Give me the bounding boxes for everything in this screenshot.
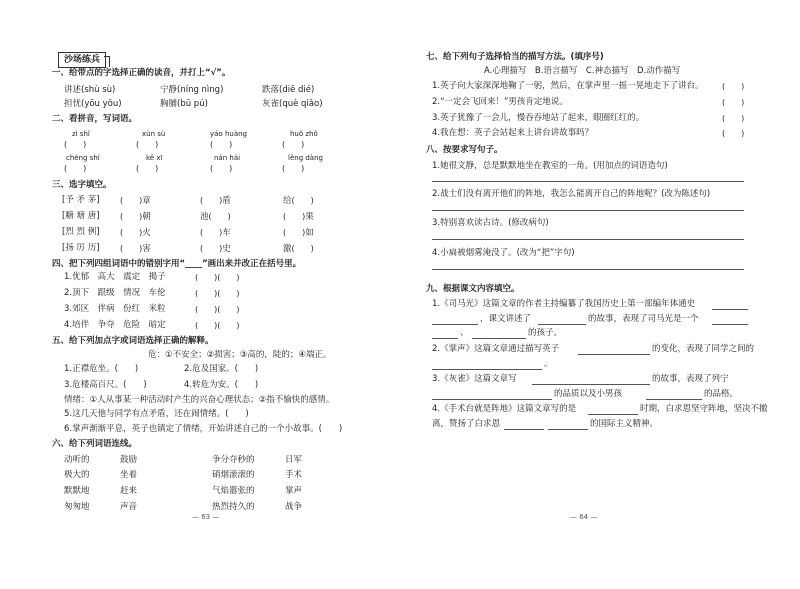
answer-paren[interactable]: ( ) bbox=[282, 140, 305, 149]
s5-question[interactable]: 5.这几天他与同学有点矛盾，还在闹情绪。( ) bbox=[64, 409, 249, 419]
fill-blank[interactable]: ( )朝 bbox=[120, 212, 151, 222]
s8-question: 4.小扁被烟雾淹没了。(改为“把”字句) bbox=[432, 248, 575, 258]
answer-paren[interactable]: ( ) bbox=[136, 164, 159, 173]
s5-question[interactable]: 2.危及国家。( ) bbox=[184, 364, 259, 374]
fill-blank[interactable]: ( )果 bbox=[283, 212, 314, 222]
s8-question: 2.战士们没有离开他们的阵地，我怎么能离开自己的阵地呢？(改为陈述句) bbox=[432, 189, 711, 199]
fill-blank[interactable]: 激( ) bbox=[283, 244, 314, 254]
answer-paren[interactable]: ( ) bbox=[722, 129, 745, 138]
pinyin: xùn sù bbox=[142, 130, 166, 138]
pinyin: zì shǐ bbox=[72, 130, 90, 138]
s1-item[interactable]: 宁静(níng nìng) bbox=[160, 85, 224, 95]
answer-paren[interactable]: ( )( ) bbox=[195, 305, 240, 314]
answer-paren[interactable]: ( ) bbox=[722, 98, 745, 107]
fill-blank[interactable]: ( )车 bbox=[200, 228, 231, 238]
pinyin: huǒ zhǒ bbox=[290, 130, 318, 138]
pinyin: chéng shí bbox=[66, 154, 100, 162]
answer-line[interactable] bbox=[548, 429, 588, 430]
char-group: [烈 烈 例] bbox=[62, 227, 100, 237]
page-number: — 63 — bbox=[192, 513, 220, 521]
match-item[interactable]: 鼓励 bbox=[120, 455, 138, 465]
fill-blank[interactable]: 给( ) bbox=[283, 196, 314, 206]
answer-line[interactable] bbox=[432, 181, 744, 182]
s9-text: 2.《掌声》这篇文章通过描写英子 bbox=[432, 344, 560, 354]
s4-row[interactable]: 4.培伴 争夺 危险 暗定 bbox=[64, 320, 166, 330]
answer-line[interactable] bbox=[646, 399, 702, 400]
answer-line[interactable] bbox=[432, 269, 744, 270]
s7-item: 2.“一定会飞回来！”男孩肯定地说。 bbox=[432, 97, 568, 107]
s1-item[interactable]: 讲述(shù sù) bbox=[64, 85, 116, 95]
s9-text: 1.《司马光》这篇文章的作者主持编纂了我国历史上第一部编年体通史 bbox=[432, 299, 696, 309]
s1-item[interactable]: 灰雀(què qiǎo) bbox=[262, 99, 323, 109]
s9-text: ，课文讲述了 bbox=[480, 314, 532, 324]
page-number: — 64 — bbox=[570, 513, 598, 521]
s5-definition: 危：①不安全；②损害；③高的，陡的；④端正。 bbox=[148, 350, 332, 360]
s8-question: 3.特别喜欢读古诗。(修改病句) bbox=[432, 218, 549, 228]
match-item[interactable]: 声音 bbox=[120, 502, 138, 512]
answer-paren[interactable]: ( ) bbox=[136, 140, 159, 149]
match-item[interactable]: 动听的 bbox=[64, 455, 90, 465]
match-item[interactable]: 匆匆地 bbox=[64, 502, 90, 512]
answer-paren[interactable]: ( ) bbox=[722, 114, 745, 123]
answer-line[interactable] bbox=[504, 429, 544, 430]
s7-item: 4.我在想：英子会站起来上讲台讲故事吗？ bbox=[432, 128, 594, 138]
match-item[interactable]: 坐着 bbox=[120, 470, 138, 480]
s9-text: 。 bbox=[544, 359, 553, 369]
fill-blank[interactable]: ( )盾 bbox=[200, 196, 231, 206]
char-group: [予 矛 茅] bbox=[62, 195, 100, 205]
answer-line[interactable] bbox=[432, 338, 458, 339]
s9-text: 的故事，表现了司马光是一个 bbox=[588, 314, 699, 324]
fill-blank[interactable]: ( )害 bbox=[120, 244, 151, 254]
s9-text: 的品格。 bbox=[704, 389, 739, 399]
s9-text: 离，赞扬了白求恩 bbox=[432, 419, 501, 429]
answer-line[interactable] bbox=[712, 324, 748, 325]
match-item[interactable]: 日军 bbox=[285, 455, 303, 465]
answer-paren[interactable]: ( ) bbox=[64, 140, 87, 149]
s6-title: 六、给下列词语连线。 bbox=[52, 439, 138, 449]
char-group: [扬 厉 历] bbox=[62, 243, 100, 253]
match-item[interactable]: 默默地 bbox=[64, 486, 90, 496]
s1-title: 一、给带点的字选择正确的读音，并打上“√”。 bbox=[52, 68, 231, 78]
answer-paren[interactable]: ( ) bbox=[210, 140, 233, 149]
s5-question[interactable]: 3.危楼高百尺。( ) bbox=[64, 380, 147, 390]
answer-paren[interactable]: ( ) bbox=[282, 164, 305, 173]
match-item[interactable]: 掌声 bbox=[285, 486, 303, 496]
match-item[interactable]: 硝烟滚滚的 bbox=[212, 470, 255, 480]
fill-blank[interactable]: 池( ) bbox=[200, 212, 231, 222]
s7-item: 1.英子向大家深深地鞠了一躬，然后，在掌声里一摇一晃地走下了讲台。 bbox=[432, 81, 704, 91]
answer-line[interactable] bbox=[472, 338, 526, 339]
answer-line[interactable] bbox=[532, 384, 650, 385]
answer-paren[interactable]: ( )( ) bbox=[195, 321, 240, 330]
fill-blank[interactable]: ( )章 bbox=[120, 196, 151, 206]
answer-line[interactable] bbox=[538, 324, 586, 325]
s8-question: 1.她很文静，总是默默地坐在教室的一角。(用加点的词语造句) bbox=[432, 161, 668, 171]
s5-definition: 情绪：①人从事某一种活动时产生的兴奋心理状态；②指不愉快的感情。 bbox=[64, 395, 335, 405]
char-group: [糖 塘 唐] bbox=[62, 211, 100, 221]
answer-paren[interactable]: ( ) bbox=[722, 82, 745, 91]
s4-row[interactable]: 1.优郁 高大 震定 揭子 bbox=[64, 272, 166, 282]
match-item[interactable]: 极大的 bbox=[64, 470, 90, 480]
match-item[interactable]: 战争 bbox=[285, 502, 303, 512]
right-page bbox=[400, 0, 800, 589]
answer-line[interactable] bbox=[578, 354, 650, 355]
s9-text: 的故事，表现了列宁 bbox=[652, 374, 729, 384]
s9-text: 时期，白求恩坚守阵地，坚决不撤 bbox=[640, 404, 768, 414]
s2-title: 二、看拼音，写词语。 bbox=[52, 114, 138, 124]
answer-line[interactable] bbox=[432, 369, 542, 370]
match-item[interactable]: 热烈持久的 bbox=[212, 502, 255, 512]
pinyin: nán hái bbox=[214, 154, 241, 162]
s4-row[interactable]: 2.顶下 跟级 情况 车伦 bbox=[64, 288, 166, 298]
s1-item[interactable]: 跌落(diē dié) bbox=[262, 85, 315, 95]
s5-question[interactable]: 4.转危为安。( ) bbox=[184, 380, 259, 390]
answer-line[interactable] bbox=[432, 210, 744, 211]
s7-title: 七、给下列句子选择恰当的描写方法。(填序号) bbox=[426, 52, 604, 62]
answer-paren[interactable]: ( ) bbox=[210, 164, 233, 173]
s9-title: 九、根据课文内容填空。 bbox=[426, 284, 520, 294]
s9-text: 3.《灰雀》这篇文章写 bbox=[432, 374, 517, 384]
s4-row[interactable]: 3.郊区 伴病 份红 米粒 bbox=[64, 304, 166, 314]
s1-item[interactable]: 担忧(yōu yǒu) bbox=[64, 99, 122, 109]
answer-paren[interactable]: ( )( ) bbox=[195, 273, 240, 282]
answer-paren[interactable]: ( )( ) bbox=[195, 289, 240, 298]
s1-item[interactable]: 胸脯(bū pú) bbox=[160, 99, 208, 109]
s9-text: 4.《手术台就是阵地》这篇文章写的是 bbox=[432, 404, 577, 414]
match-item[interactable]: 赶来 bbox=[120, 486, 138, 496]
s4-title: 四、把下列四组词语中的错别字用“____”画出来并改正在括号里。 bbox=[52, 259, 302, 269]
s8-title: 八、按要求写句子。 bbox=[426, 145, 503, 155]
fill-blank[interactable]: ( )火 bbox=[120, 228, 151, 238]
answer-paren[interactable]: ( ) bbox=[64, 164, 87, 173]
answer-line[interactable] bbox=[432, 399, 552, 400]
pinyin: yáo huàng bbox=[210, 130, 247, 138]
pinyin: kě xī bbox=[146, 154, 163, 162]
match-item[interactable]: 手术 bbox=[285, 470, 303, 480]
answer-line[interactable] bbox=[432, 324, 478, 325]
s9-text: 的变化，表现了同学之间的 bbox=[652, 344, 755, 354]
s9-text: 的品质以及小男孩 bbox=[554, 389, 623, 399]
s9-text: 、 bbox=[460, 328, 469, 338]
s9-text: 的国际主义精神。 bbox=[590, 419, 659, 429]
match-item[interactable]: 气焰嚣张的 bbox=[212, 486, 255, 496]
match-item[interactable]: 争分夺秒的 bbox=[212, 455, 255, 465]
s7-item: 3.英子犹豫了一会儿，慢吞吞地站了起来，眼圈红红的。 bbox=[432, 113, 645, 123]
fill-blank[interactable]: ( )如 bbox=[283, 228, 314, 238]
answer-line[interactable] bbox=[432, 239, 744, 240]
s5-question[interactable]: 1.正襟危坐。( ) bbox=[64, 364, 139, 374]
pinyin: lěng dàng bbox=[288, 154, 323, 162]
fill-blank[interactable]: ( )史 bbox=[200, 244, 231, 254]
s5-question[interactable]: 6.掌声渐渐平息，英子也镇定了情绪，开始讲述自己的一个小故事。( ) bbox=[64, 424, 343, 434]
s7-options: A.心理描写 B.语言描写 C.神态描写 D.动作描写 bbox=[484, 66, 681, 76]
s9-text: 的孩子。 bbox=[528, 328, 563, 338]
answer-line[interactable] bbox=[588, 414, 638, 415]
s5-title: 五、给下列加点字或词语选择正确的解释。 bbox=[52, 336, 214, 346]
section-tag: 沙场练兵 bbox=[58, 52, 106, 68]
s3-title: 三、选字填空。 bbox=[52, 180, 112, 190]
answer-line[interactable] bbox=[712, 309, 748, 310]
